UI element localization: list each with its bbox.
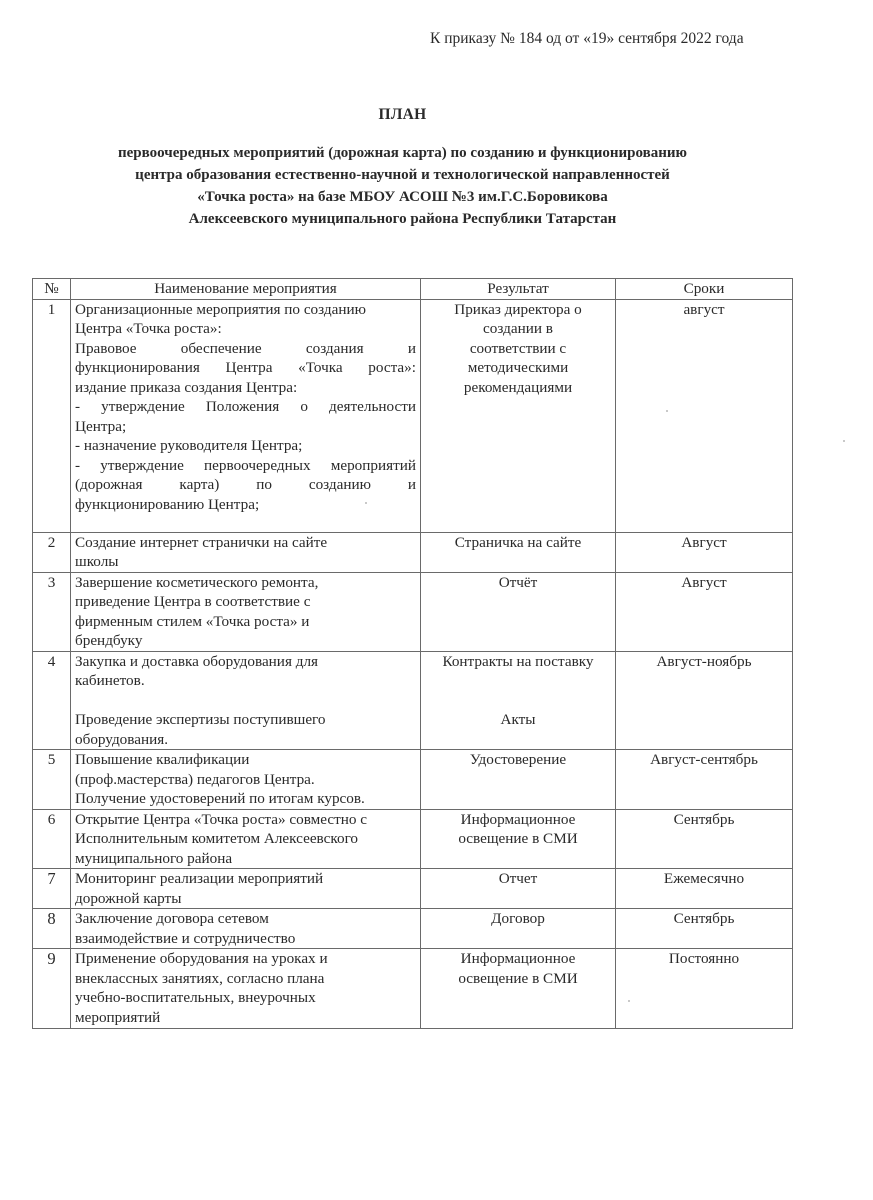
event-line: Центра;	[75, 417, 127, 435]
event-name	[71, 869, 421, 909]
event-line: Мониторинг реализации мероприятий	[75, 870, 324, 887]
event-line: фирменным стилем «Точка роста» и	[75, 612, 310, 630]
event-term: Ежемесячно	[616, 869, 793, 909]
event-line: взаимодействие и сотрудничество	[75, 929, 296, 947]
event-line: приведение Центра в соответствие с	[75, 593, 311, 610]
event-result: Договор	[421, 909, 616, 949]
subtitle-line: первоочередных мероприятий (дорожная карта) по созданию и функционированию	[118, 145, 687, 161]
event-name	[71, 750, 421, 810]
event-result: Информационное освещение в СМИ	[421, 949, 616, 1029]
table-row	[33, 750, 793, 810]
column-header-name: Наименование мероприятия	[71, 279, 421, 300]
table-row	[33, 949, 793, 1029]
event-line-gap	[75, 691, 416, 711]
event-line: Применение оборудования на уроках и	[75, 950, 328, 967]
event-line: Правовое обеспечение создания и	[75, 339, 416, 357]
scan-speck	[365, 502, 367, 504]
event-line: Заключение договора сетевом	[75, 910, 269, 927]
column-header-number: №	[33, 279, 71, 300]
event-term: Август-ноябрь	[616, 651, 793, 750]
event-line: - назначение руководителя Центра;	[75, 437, 303, 454]
scan-speck	[843, 440, 845, 442]
event-term: Август	[616, 532, 793, 572]
event-name	[71, 299, 421, 532]
event-term: Август	[616, 572, 793, 651]
order-reference: К приказу № 184 од от «19» сентября 2022 года	[430, 30, 744, 47]
row-number: 6	[33, 809, 71, 869]
event-term: Сентябрь	[616, 909, 793, 949]
event-line: брендбуку	[75, 632, 143, 649]
subtitle-line: Алексеевского муниципального района Республики Татарстан	[188, 211, 617, 227]
event-result-secondary: Акты	[500, 711, 536, 728]
scan-speck	[628, 1000, 630, 1002]
plan-subtitle	[0, 142, 805, 230]
row-number: 7	[33, 869, 71, 909]
event-term: август	[616, 299, 793, 532]
event-line: Организационные мероприятия по созданию	[75, 300, 366, 318]
event-result-primary: Контракты на поставку	[442, 652, 594, 670]
event-line: оборудования.	[75, 730, 169, 748]
event-line: Проведение экспертизы поступившего	[75, 711, 326, 728]
event-line: Центра «Точка роста»:	[75, 320, 222, 337]
roadmap-table	[32, 278, 793, 1029]
event-term: Август-сентябрь	[616, 750, 793, 810]
event-line: Создание интернет странички на сайте	[75, 533, 328, 551]
event-result: Страничка на сайте	[421, 532, 616, 572]
table-header-row	[33, 279, 793, 300]
table-row	[33, 809, 793, 869]
event-line: функционирования Центра «Точка роста»:	[75, 359, 416, 376]
event-result-gap	[425, 671, 611, 691]
event-result: Отчет	[421, 869, 616, 909]
event-term: Постоянно	[616, 949, 793, 1029]
table-row	[33, 532, 793, 572]
event-result: Приказ директора о создании в соответствии с методическими рекомендациями	[421, 299, 616, 532]
event-name	[71, 532, 421, 572]
row-number: 5	[33, 750, 71, 810]
event-result: Информационное освещение в СМИ	[421, 809, 616, 869]
event-name	[71, 949, 421, 1029]
event-line: учебно-воспитательных, внеурочных	[75, 989, 316, 1006]
table-row	[33, 869, 793, 909]
event-result	[421, 651, 616, 750]
column-header-term: Сроки	[616, 279, 793, 300]
event-line: - утверждение первоочередных мероприятий	[75, 456, 416, 474]
event-line: - утверждение Положения о деятельности	[75, 398, 416, 415]
event-line: муниципального района	[75, 849, 233, 867]
event-line: Исполнительным комитетом Алексеевского	[75, 830, 359, 847]
event-line: Повышение квалификации	[75, 751, 250, 768]
event-result-gap	[425, 691, 611, 711]
event-name	[71, 651, 421, 750]
event-line: внеклассных занятиях, согласно плана	[75, 969, 325, 987]
event-line: кабинетов.	[75, 672, 145, 689]
subtitle-line: «Точка роста» на базе МБОУ АСОШ №3 им.Г.С.Боровикова	[197, 189, 608, 205]
subtitle-line: центра образования естественно-научной и технологической направленностей	[135, 167, 670, 183]
event-name	[71, 909, 421, 949]
event-name	[71, 572, 421, 651]
event-term: Сентябрь	[616, 809, 793, 869]
table-row	[33, 299, 793, 532]
event-line: издание приказа создания Центра:	[75, 378, 298, 396]
event-line: функционированию Центра;	[75, 495, 260, 513]
event-line: школы	[75, 553, 119, 570]
event-line: мероприятий	[75, 1008, 161, 1026]
event-line: (дорожная карта) по созданию и	[75, 476, 416, 493]
event-line: (проф.мастерства) педагогов Центра.	[75, 770, 315, 788]
event-line: Получение удостоверений по итогам курсов.	[75, 790, 365, 807]
column-header-result: Результат	[421, 279, 616, 300]
row-number: 2	[33, 532, 71, 572]
row-number: 9	[33, 949, 71, 1029]
table-row	[33, 909, 793, 949]
row-number: 1	[33, 299, 71, 532]
event-line: Открытие Центра «Точка роста» совместно с	[75, 810, 368, 828]
row-number: 3	[33, 572, 71, 651]
plan-title: ПЛАН	[378, 106, 427, 123]
row-number: 8	[33, 909, 71, 949]
event-result: Отчёт	[421, 572, 616, 651]
table-row	[33, 651, 793, 750]
table-row	[33, 572, 793, 651]
event-line: Закупка и доставка оборудования для	[75, 652, 319, 670]
event-line: дорожной карты	[75, 889, 182, 907]
event-name	[71, 809, 421, 869]
event-line: Завершение косметического ремонта,	[75, 573, 319, 591]
event-result: Удостоверение	[421, 750, 616, 810]
scan-speck	[666, 410, 668, 412]
row-number: 4	[33, 651, 71, 750]
